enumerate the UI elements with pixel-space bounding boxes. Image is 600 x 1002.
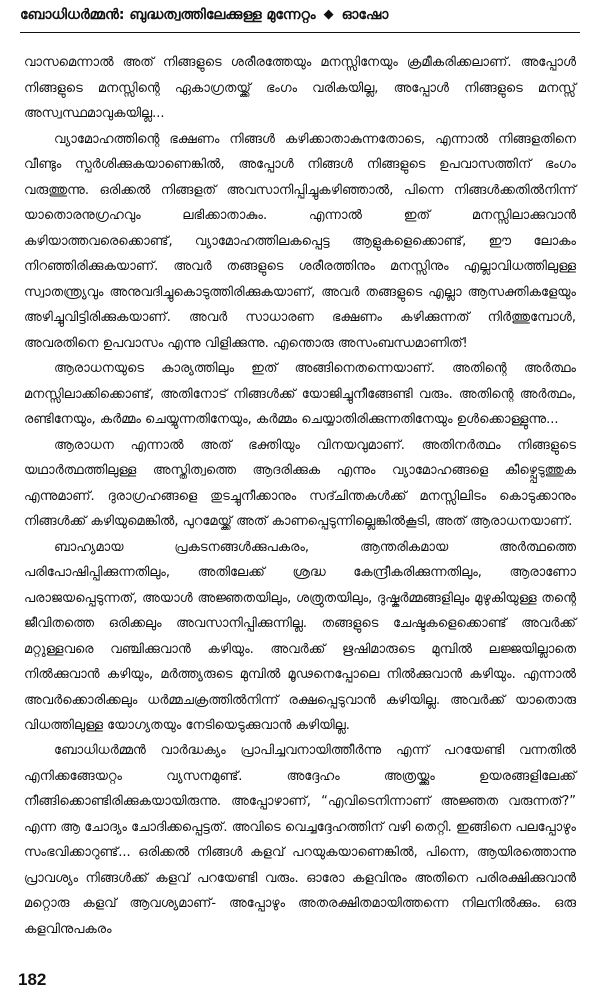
paragraph: ആരാധനയുടെ കാര്യത്തിലും ഇത് അങ്ങിനെതന്നെയാണ്. അതിന്റെ അർത്ഥം മനസ്സിലാക്കിക്കൊണ്ട്, അതിനോട് നിങ്ങൾക്ക് യോജിച്ചുനീങ്ങേണ്ടി വരും. അതിന്റെ അർത്ഥം, രണ്ടിനേയും, കർമ്മം ചെയ്യുന്നതിനേയും, കർമ്മം ചെയ്യാതിരിക്കുന്നതിനേയും ഉൾക്കൊള്ളുന്നു... xyxy=(24,361,576,427)
diamond-separator-icon: ◆ xyxy=(323,7,334,22)
paragraph: വാസമെന്നാൽ അത് നിങ്ങളുടെ ശരീരത്തേയും മനസ്സിനേയും ക്രമീകരിക്കലാണ്. അപ്പോൾ നിങ്ങളുടെ മനസ്സിന്റെ ഏകാഗ്രതയ്ക്ക് ഭംഗം വരികയില്ല, അപ്പോൾ നിങ്ങളുടെ മനസ്സ് അസ്വസ്ഥമാവുകയില്ല... xyxy=(24,55,576,121)
header-author: ഓഷോ xyxy=(341,7,389,23)
page-number: 182 xyxy=(18,970,47,989)
paragraph: ബോധിധർമ്മൻ വാർദ്ധക്യം പ്രാപിച്ചവനായിത്തീർന്നു എന്ന് പറയേണ്ടി വന്നതിൽ എനിക്കങ്ങേയറ്റം വ്യസനമുണ്ട്. അദ്ദേഹം അത്രയ്ക്കും ഉയരങ്ങളിലേക്ക് നീങ്ങിക്കൊണ്ടിരിക്കുകയായിരുന്നു. അപ്പോഴാണ്, “എവിടെനിന്നാണ് അജ്ഞത വരുന്നത്?” എന്ന ആ ചോദ്യം ചോദിക്കപ്പെട്ടത്. അവിടെ വെച്ചദ്ദേഹത്തിന് വഴി തെറ്റി. ഇങ്ങിനെ പലപ്പോഴും സംഭവിക്കാറുണ്ട്... ഒരിക്കൽ നിങ്ങൾ കളവ് പറയുകയാണെങ്കിൽ, പിന്നെ, ആയിരത്തൊന്നു പ്രാവശ്യം നിങ്ങൾക്ക് കളവ് പറയേണ്ടി വരും. ഓരോ കളവിനും അതിനെ പരിരക്ഷിക്കുവാൻ മറ്റൊരു കളവ് ആവശ്യമാണ്- അപ്പോഴും അതരക്ഷിതമായിത്തന്നെ നിലനിൽക്കും. ഒരു കളവിനുപകരം xyxy=(24,743,576,937)
running-header xyxy=(20,2,580,33)
commentary-text xyxy=(24,738,576,942)
paragraph: ബാഹ്യമായ പ്രകടനങ്ങൾക്കുപകരം, ആന്തരികമായ അർത്ഥത്തെ പരിപോഷിപ്പിക്കുന്നതിലും, അതിലേക്ക് ശ്രദ്ധ കേന്ദ്രീകരിക്കുന്നതിലും, ആരാണോ പരാജയപ്പെടുന്നത്, അയാൾ അജ്ഞതയിലും, ശത്രുതയിലും, ദുഷ്കർമ്മങ്ങളിലും മുഴുകിയുള്ള തന്റെ ജീവിതത്തെ ഒരിക്കലും അവസാനിപ്പിക്കുന്നില്ല. തങ്ങളുടെ ചേഷ്ടകളെക്കൊണ്ട് അവർക്ക് മറ്റുള്ളവരെ വഞ്ചിക്കുവാൻ കഴിയും. അവർക്ക് ഋഷിമാരുടെ മുമ്പിൽ ലജ്ജയില്ലാതെ നിൽക്കുവാൻ കഴിയും, മർത്ത്യരുടെ മുമ്പിൽ മൂഢനെപ്പോലെ നിൽക്കുവാൻ കഴിയും. എന്നാൽ അവർക്കൊരിക്കലും ധർമ്മചക്രത്തിൽനിന്ന് രക്ഷപ്പെടുവാൻ കഴിയില്ല. അവർക്ക് യാതൊരു വിധത്തിലുള്ള യോഗ്യതയും നേടിയെടുക്കുവാൻ കഴിയില്ല. xyxy=(24,539,576,733)
paragraph: ആരാധന എന്നാൽ അത് ഭക്തിയും വിനയവുമാണ്. അതിനർത്ഥം നിങ്ങളുടെ യഥാർത്ഥത്തിലുള്ള അസ്തിത്വത്തെ ആദരിക്കുക എന്നും വ്യാമോഹങ്ങളെ കീഴ്പ്പെടുത്തുക എന്നുമാണ്. ദുരാഗ്രഹങ്ങളെ തുടച്ചുനീക്കാനും സദ്ചിന്തകൾക്ക് മനസ്സിലിടം കൊടുക്കാനും നിങ്ങൾക്ക് കഴിയുമെങ്കിൽ, പുറമേയ്ക്ക് അത് കാണപ്പെടുന്നില്ലെങ്കിൽകൂടി, അത് ആരാധനയാണ്. xyxy=(24,437,576,529)
main-text xyxy=(24,50,576,739)
header-title: ബോധിധർമ്മൻ: ബുദ്ധത്വത്തിലേക്കുള്ള മുന്നേറ്റം xyxy=(20,7,316,23)
paragraph: വ്യാമോഹത്തിന്റെ ഭക്ഷണം നിങ്ങൾ കഴിക്കാതാകുന്നതോടെ, എന്നാൽ നിങ്ങളതിനെ വീണ്ടും സ്പർശിക്കുകയാണെങ്കിൽ, അപ്പോൾ നിങ്ങൾ നിങ്ങളുടെ ഉപവാസത്തിന് ഭംഗം വരുത്തുന്നു. ഒരിക്കൽ നിങ്ങളത് അവസാനിപ്പിച്ചുകഴിഞ്ഞാൽ, പിന്നെ നിങ്ങൾക്കതിൽനിന്ന് യാതൊരനുഗ്രഹവും ലഭിക്കാതാകും. എന്നാൽ ഇത് മനസ്സിലാക്കുവാൻ കഴിയാത്തവരെക്കൊണ്ട്, വ്യാമോഹത്തിലകപ്പെട്ട ആളുകളെക്കൊണ്ട്, ഈ ലോകം നിറഞ്ഞിരിക്കുകയാണ്. അവർ തങ്ങളുടെ ശരീരത്തിനും മനസ്സിനും എല്ലാവിധത്തിലുള്ള സ്വാതന്ത്ര്യവും അനുവദിച്ചുകൊടുത്തിരിക്കുകയാണ്, അവർ തങ്ങളുടെ എല്ലാ ആസക്തികളേയും അഴിച്ചുവിട്ടിരിക്കുകയാണ്. അവർ സാധാരണ ഭക്ഷണം കഴിക്കുന്നത് നിർത്തുമ്പോൾ, അവരതിനെ ഉപവാസം എന്നു വിളിക്കുന്നു. എന്തൊരു അസംബന്ധമാണിത്! xyxy=(24,131,576,351)
